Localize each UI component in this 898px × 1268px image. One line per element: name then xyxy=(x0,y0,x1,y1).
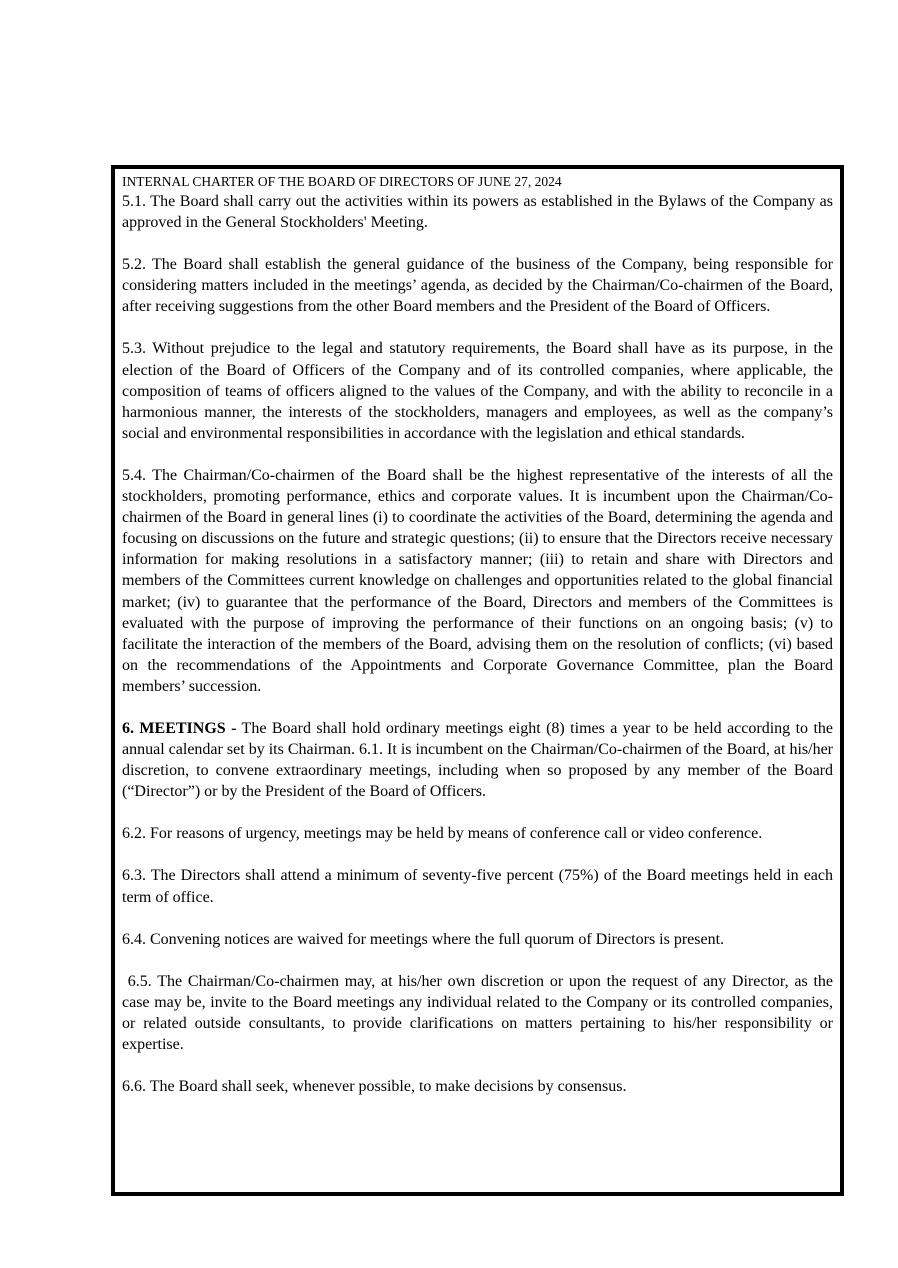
paragraph-6-2: 6.2. For reasons of urgency, meetings may be held by means of conference call or video conference. xyxy=(122,825,763,843)
paragraph-6-meetings xyxy=(122,718,833,802)
paragraph-6-5: 6.5. The Chairman/Co-chairmen may, at his/her own discretion or upon the request of any Director, as the case may be, invite to the Board meetings any individual related to the Company or its controlled companies, or related outside consultants, to provide clarifications on matters pertaining to his/her responsibility or expertise. xyxy=(122,972,838,1053)
paragraph-6-body: The Board shall hold ordinary meetings eight (8) times a year to be held according to the annual calendar set by its Chairman. 6.1. It is incumbent on the Chairman/Co-chairmen of the Board, at his/her discretion, to convene extraordinary meetings, including when so proposed by any member of the Board (“Director”) or by the President of the Board of Officers. xyxy=(122,719,833,801)
paragraph-6-4: 6.4. Convening notices are waived for meetings where the full quorum of Directors is present. xyxy=(122,930,725,948)
paragraph-5-4: 5.4. The Chairman/Co-chairmen of the Board shall be the highest representative of the interests of all the stockholders, promoting performance, ethics and corporate values. It is incumbent upon the Chairman/Co-chairmen of the Board in general lines (i) to coordinate the activities of the Board, determining the agenda and focusing on discussions on the future and strategic questions; (ii) to ensure that the Directors receive necessary information for making resolutions in a satisfactory manner; (iii) to retain and share with Directors and members of the Committees current knowledge on challenges and opportunities related to the global financial market; (iv) to guarantee that the performance of the Board, Directors and members of the Committees is evaluated with the purpose of improving the performance of their functions on an ongoing basis; (v) to facilitate the interaction of the members of the Board, advising them on the resolution of conflicts; (vi) based on the recommendations of the Appointments and Corporate Governance Committee, plan the Board members’ succession. xyxy=(122,466,833,695)
section-heading-meetings: 6. MEETINGS - xyxy=(122,719,237,737)
paragraph-5-1: 5.1. The Board shall carry out the activities within its powers as established in the Bylaws of the Company as approved in the General Stockholders' Meeting. xyxy=(122,193,833,232)
paragraph-6-3: 6.3. The Directors shall attend a minimum of seventy-five percent (75%) of the Board meetings held in each term of office. xyxy=(122,867,833,906)
paragraph-6-6: 6.6. The Board shall seek, whenever possible, to make decisions by consensus. xyxy=(122,1078,627,1096)
document-header: INTERNAL CHARTER OF THE BOARD OF DIRECTORS OF JUNE 27, 2024 xyxy=(122,174,562,189)
paragraph-5-3: 5.3. Without prejudice to the legal and statutory requirements, the Board shall have as its purpose, in the election of the Board of Officers of the Company and of its controlled companies, where applicable, the composition of teams of officers aligned to the values of the Company, and with the ability to reconcile in a harmonious manner, the interests of the stockholders, managers and employees, as well as the company’s social and environmental responsibilities in accordance with the legislation and ethical standards. xyxy=(122,340,833,442)
paragraph-5-2: 5.2. The Board shall establish the general guidance of the business of the Company, being responsible for considering matters included in the meetings’ agenda, as decided by the Chairman/Co-chairmen of the Board, after receiving suggestions from the other Board members and the President of the Board of Officers. xyxy=(122,256,833,316)
document-frame xyxy=(111,165,844,1196)
